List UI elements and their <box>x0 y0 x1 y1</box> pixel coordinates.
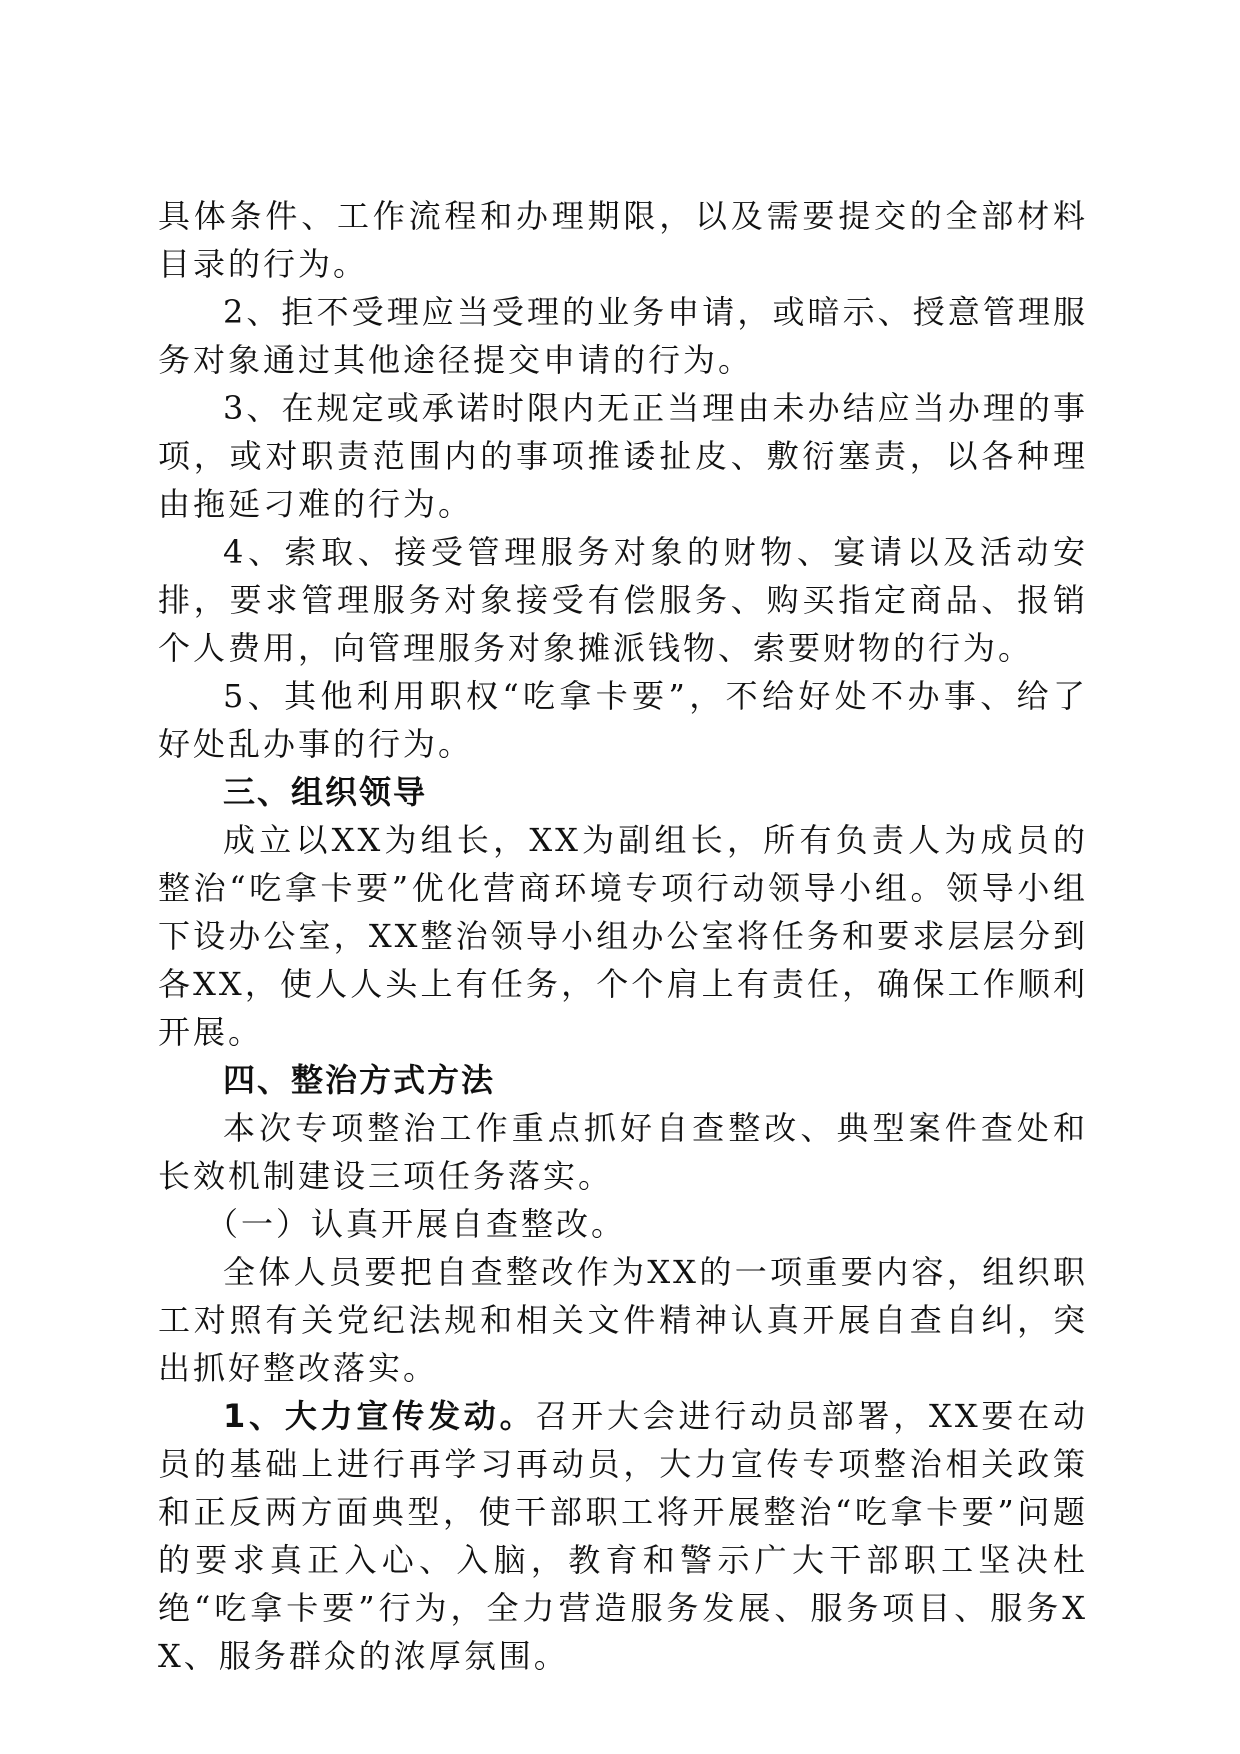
paragraph-publicity <box>158 1392 1088 1680</box>
paragraph-self-check: 全体人员要把自查整改作为XX的一项重要内容，组织职工对照有关党纪法规和相关文件精神认真开展自查自纠，突出抓好整改落实。 <box>158 1253 1088 1387</box>
paragraph-lead-bold: 1、大力宣传发动。 <box>223 1397 536 1435</box>
paragraph-continued: 具体条件、工作流程和办理期限，以及需要提交的全部材料目录的行为。 <box>158 197 1088 283</box>
document-body <box>158 192 1088 1680</box>
list-item-2: 2、拒不受理应当受理的业务申请，或暗示、授意管理服务对象通过其他途径提交申请的行为。 <box>158 293 1088 379</box>
paragraph-methods: 本次专项整治工作重点抓好自查整改、典型案件查处和长效机制建设三项任务落实。 <box>158 1109 1088 1195</box>
subsection-heading-1: （一）认真开展自查整改。 <box>206 1205 627 1243</box>
list-item-3: 3、在规定或承诺时限内无正当理由未办结应当办理的事项，或对职责范围内的事项推诿扯皮、敷衍塞责，以各种理由拖延刁难的行为。 <box>158 389 1088 523</box>
paragraph-publicity-text: 召开大会进行动员部署，XX要在动员的基础上进行再学习再动员，大力宣传专项整治相关政策和正反两方面典型，使干部职工将开展整治“吃拿卡要”问题的要求真正入心、入脑，教育和警示广大干部职工坚决杜绝“吃拿卡要”行为，全力营造服务发展、服务项目、服务XX、服务群众的浓厚氛围。 <box>158 1397 1088 1675</box>
paragraph-leadership: 成立以XX为组长，XX为副组长，所有负责人为成员的整治“吃拿卡要”优化营商环境专项行动领导小组。领导小组下设办公室，XX整治领导小组办公室将任务和要求层层分到各XX，使人人头上有任务，个个肩上有责任，确保工作顺利开展。 <box>158 821 1088 1051</box>
section-heading-3: 三、组织领导 <box>223 773 428 811</box>
section-heading-4: 四、整治方式方法 <box>223 1061 496 1099</box>
list-item-5: 5、其他利用职权“吃拿卡要”，不给好处不办事、给了好处乱办事的行为。 <box>158 677 1088 763</box>
list-item-4: 4、索取、接受管理服务对象的财物、宴请以及活动安排，要求管理服务对象接受有偿服务、购买指定商品、报销个人费用，向管理服务对象摊派钱物、索要财物的行为。 <box>158 533 1088 667</box>
